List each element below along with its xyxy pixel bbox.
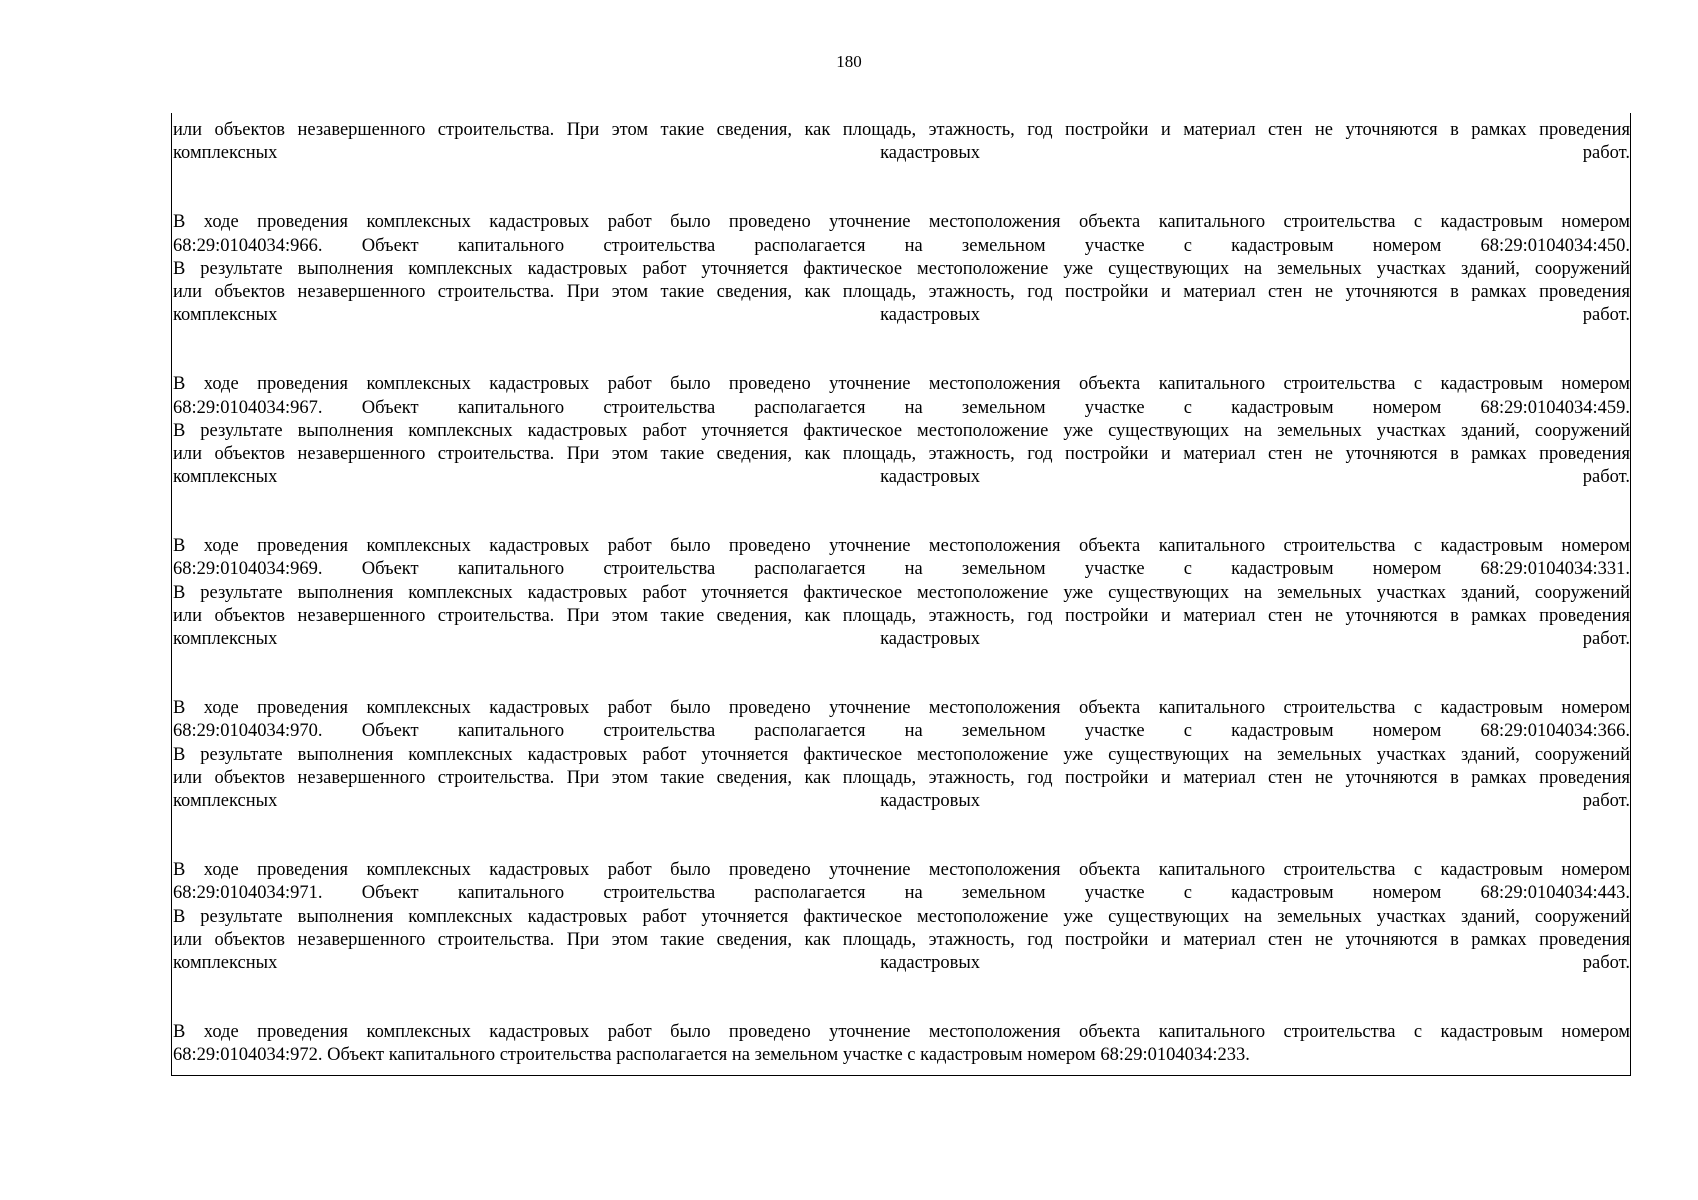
- paragraph-line: 68:29:0104034:972. Объект капитального строительства располагается на земельном участке с кадастровым номером 68:29:0104034:233.: [173, 1045, 1250, 1066]
- paragraph-5: [173, 697, 1630, 813]
- paragraph-4: [173, 535, 1630, 651]
- paragraph-line: В результате выполнения комплексных кадастровых работ уточняется фактическое местоположение уже существующих на земельных участках зданий, сооружений: [173, 582, 1630, 603]
- paragraph-line: комплексных кадастровых работ.: [173, 305, 1630, 326]
- paragraph-3: [173, 373, 1630, 489]
- paragraph-spacer: [173, 489, 1630, 535]
- paragraph-line: или объектов незавершенного строительства. При этом такие сведения, как площадь, этажность, год постройки и материал стен не уточняются в рамках проведения: [173, 120, 1630, 140]
- paragraph-line: или объектов незавершенного строительства. При этом такие сведения, как площадь, этажность, год постройки и материал стен не уточняются в рамках проведения: [173, 605, 1630, 626]
- paragraph-spacer: [173, 813, 1630, 859]
- paragraph-line: комплексных кадастровых работ.: [173, 952, 1630, 973]
- paragraph-line: 68:29:0104034:971. Объект капитального строительства располагается на земельном участке с кадастровым номером 68:29:0104034:443.: [173, 883, 1630, 904]
- paragraph-line: или объектов незавершенного строительства. При этом такие сведения, как площадь, этажность, год постройки и материал стен не уточняются в рамках проведения: [173, 443, 1630, 464]
- paragraph-line: В результате выполнения комплексных кадастровых работ уточняется фактическое местоположение уже существующих на земельных участках зданий, сооружений: [173, 744, 1630, 765]
- document-frame: [171, 113, 1631, 1076]
- paragraph-line: В ходе проведения комплексных кадастровых работ было проведено уточнение местоположения объекта капитального строительства с кадастровым номером: [173, 536, 1630, 557]
- paragraph-line: В ходе проведения комплексных кадастровых работ было проведено уточнение местоположения объекта капитального строительства с кадастровым номером: [173, 698, 1630, 719]
- paragraph-line: комплексных кадастровых работ.: [173, 143, 1630, 164]
- paragraph-line: 68:29:0104034:967. Объект капитального строительства располагается на земельном участке с кадастровым номером 68:29:0104034:459.: [173, 397, 1630, 418]
- text-column: [173, 119, 1630, 1067]
- paragraph-line: В результате выполнения комплексных кадастровых работ уточняется фактическое местоположение уже существующих на земельных участках зданий, сооружений: [173, 420, 1630, 441]
- paragraph-line: 68:29:0104034:969. Объект капитального строительства располагается на земельном участке с кадастровым номером 68:29:0104034:331.: [173, 559, 1630, 580]
- paragraph-spacer: [173, 651, 1630, 697]
- paragraph-spacer: [173, 327, 1630, 373]
- paragraph-line: В ходе проведения комплексных кадастровых работ было проведено уточнение местоположения объекта капитального строительства с кадастровым номером: [173, 374, 1630, 395]
- paragraph-1: [173, 119, 1630, 165]
- paragraph-6: [173, 859, 1630, 975]
- paragraph-line: В ходе проведения комплексных кадастровых работ было проведено уточнение местоположения объекта капитального строительства с кадастровым номером: [173, 212, 1630, 233]
- paragraph-line: комплексных кадастровых работ.: [173, 467, 1630, 488]
- paragraph-line: В ходе проведения комплексных кадастровых работ было проведено уточнение местоположения объекта капитального строительства с кадастровым номером: [173, 1022, 1630, 1043]
- paragraph-spacer: [173, 975, 1630, 1021]
- paragraph-line: 68:29:0104034:970. Объект капитального строительства располагается на земельном участке с кадастровым номером 68:29:0104034:366.: [173, 721, 1630, 742]
- paragraph-line: или объектов незавершенного строительства. При этом такие сведения, как площадь, этажность, год постройки и материал стен не уточняются в рамках проведения: [173, 767, 1630, 788]
- paragraph-line: В результате выполнения комплексных кадастровых работ уточняется фактическое местоположение уже существующих на земельных участках зданий, сооружений: [173, 258, 1630, 279]
- paragraph-line: В результате выполнения комплексных кадастровых работ уточняется фактическое местоположение уже существующих на земельных участках зданий, сооружений: [173, 906, 1630, 927]
- paragraph-2: [173, 211, 1630, 327]
- paragraph-line: В ходе проведения комплексных кадастровых работ было проведено уточнение местоположения объекта капитального строительства с кадастровым номером: [173, 860, 1630, 881]
- paragraph-line: или объектов незавершенного строительства. При этом такие сведения, как площадь, этажность, год постройки и материал стен не уточняются в рамках проведения: [173, 281, 1630, 302]
- paragraph-line: 68:29:0104034:966. Объект капитального строительства располагается на земельном участке с кадастровым номером 68:29:0104034:450.: [173, 235, 1630, 256]
- page-number: 180: [836, 52, 862, 71]
- paragraph-line: или объектов незавершенного строительства. При этом такие сведения, как площадь, этажность, год постройки и материал стен не уточняются в рамках проведения: [173, 929, 1630, 950]
- paragraph-line: комплексных кадастровых работ.: [173, 790, 1630, 811]
- paragraph-7: [173, 1021, 1630, 1067]
- paragraph-line: комплексных кадастровых работ.: [173, 629, 1630, 649]
- paragraph-spacer: [173, 165, 1630, 211]
